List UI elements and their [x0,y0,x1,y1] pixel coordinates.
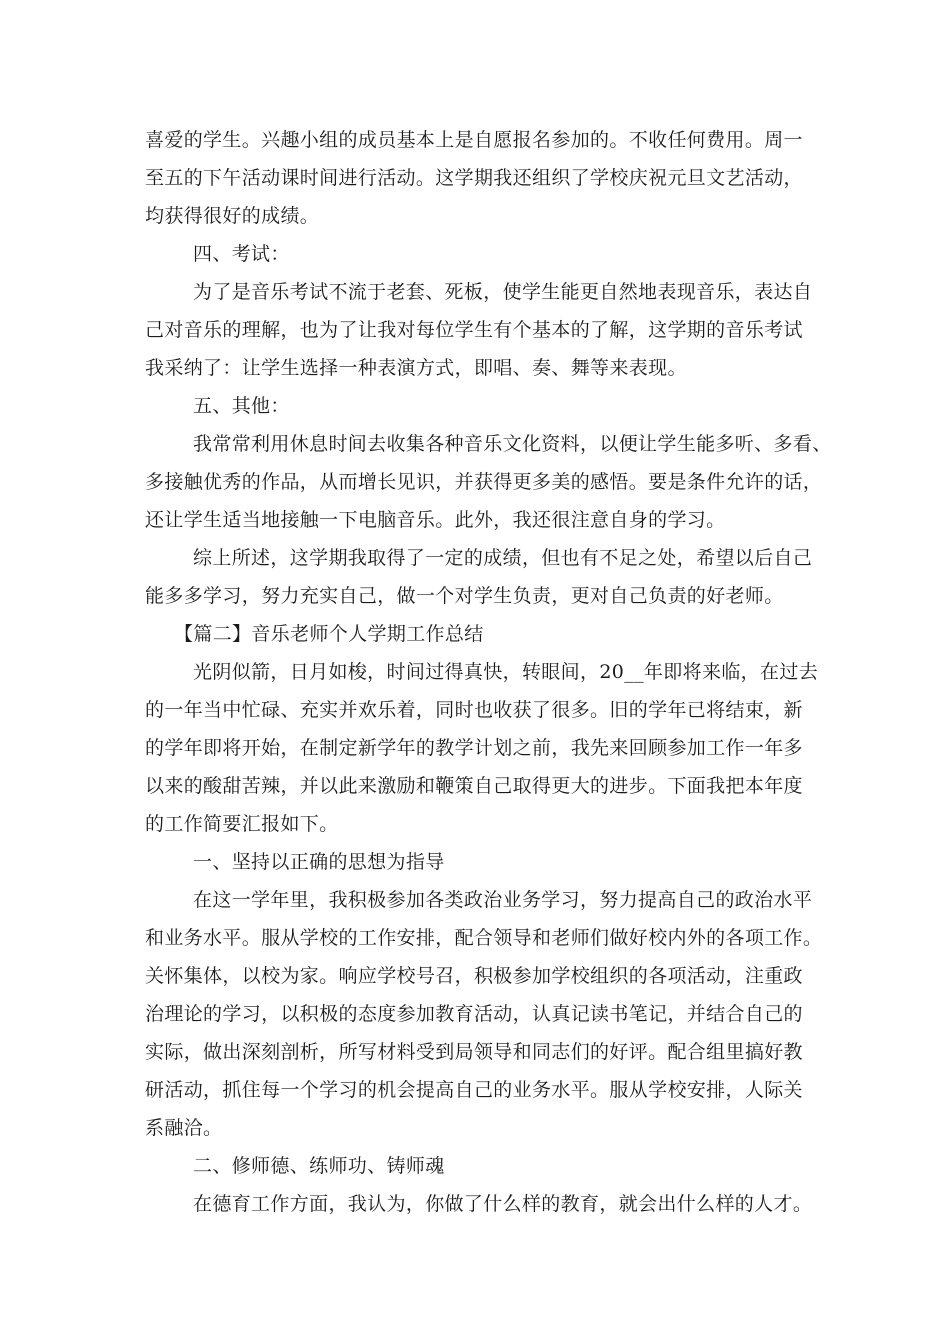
paragraph-line: 还让学生适当地接触一下电脑音乐。此外，我还很注意自身的学习。 [145,509,726,531]
paragraph-line: 为了是音乐考试不流于老套、死板，使学生能更自然地表现音乐，表达自 [193,281,813,303]
paragraph-line: 能多多学习，努力充实自己，做一个对学生负责，更对自己负责的好老师。 [145,585,784,607]
paragraph-line: 在德育工作方面，我认为，你做了什么样的教育，就会出什么样的人才。 [193,1193,813,1215]
paragraph-line: 至五的下午活动课时间进行活动。这学期我还组织了学校庆祝元旦文艺活动， [145,167,803,189]
paragraph-line: 己对音乐的理解，也为了让我对每位学生有个基本的了解，这学期的音乐考试 [145,319,803,341]
paragraph-line: 我采纳了：让学生选择一种表演方式，即唱、奏、舞等来表现。 [145,357,687,379]
paragraph-line: 在这一学年里，我积极参加各类政治业务学习，努力提高自己的政治水平 [193,889,813,911]
paragraph-line: 我常常利用休息时间去收集各种音乐文化资料，以便让学生能多听、多看、 [193,433,832,455]
paragraph-line: 系融洽。 [145,1117,223,1139]
paragraph-line: 光阴似箭，日月如梭，时间过得真快，转眼间，20__年即将来临，在过去 [193,661,819,683]
paragraph-line: 和业务水平。服从学校的工作安排，配合领导和老师们做好校内外的各项工作。 [145,927,823,949]
paragraph-line: 以来的酸甜苦辣，并以此来激励和鞭策自己取得更大的进步。下面我把本年度 [145,775,803,797]
paragraph-line: 关怀集体，以校为家。响应学校号召，积极参加学校组织的各项活动，注重政 [145,965,803,987]
paragraph-line: 的工作简要汇报如下。 [145,813,339,835]
paragraph-line: 综上所述，这学期我取得了一定的成绩，但也有不足之处，希望以后自己 [193,547,813,569]
paragraph-line: 治理论的学习，以积极的态度参加教育活动，认真记读书笔记，并结合自己的 [145,1003,803,1025]
paragraph-line: 喜爱的学生。兴趣小组的成员基本上是自愿报名参加的。不收任何费用。周一 [145,129,803,151]
section-heading: 五、其他： [193,395,290,417]
section-heading: 四、考试： [193,243,290,265]
section-heading: 一、坚持以正确的思想为指导 [193,851,445,873]
paragraph-line: 的学年即将开始，在制定新学年的教学计划之前，我先来回顾参加工作一年多 [145,737,803,759]
paragraph-line: 均获得很好的成绩。 [145,205,320,227]
section-heading: 二、修师德、练师功、铸师魂 [193,1155,445,1177]
paragraph-line: 实际，做出深刻剖析，所写材料受到局领导和同志们的好评。配合组里搞好教 [145,1041,803,1063]
paragraph-line: 研活动，抓住每一个学习的机会提高自己的业务水平。服从学校安排，人际关 [145,1079,803,1101]
article-title: 【篇二】音乐老师个人学期工作总结 [174,623,484,645]
paragraph-line: 多接触优秀的作品，从而增长见识，并获得更多美的感悟。要是条件允许的话， [145,471,823,493]
paragraph-line: 的一年当中忙碌、充实并欢乐着，同时也收获了很多。旧的学年已将结束，新 [145,699,803,721]
